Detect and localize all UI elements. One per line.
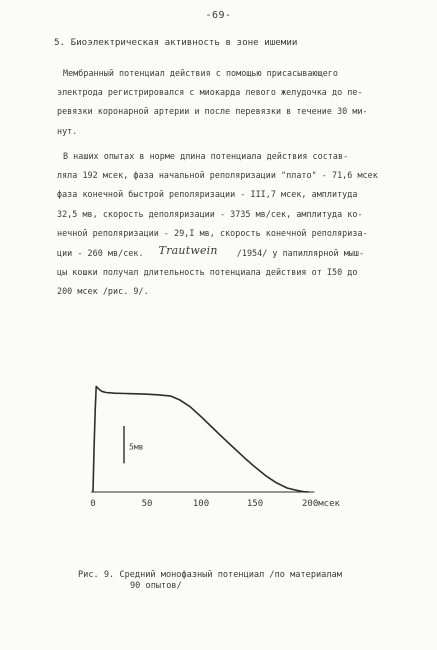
x-tick-label: 0 — [90, 499, 96, 509]
action-potential-chart — [0, 320, 437, 520]
x-tick-label: 50 — [141, 499, 153, 509]
x-tick-label: 100 — [192, 499, 210, 509]
caption-line: 90 опытов/ — [130, 581, 182, 591]
text-line: фаза конечной быстрой реполяризации - III,7 мсек, амплитуда — [57, 189, 358, 200]
text-line: ревязки коронарной артерии и после перевязки в течение 30 ми- — [57, 106, 368, 117]
x-tick-label: 200мсек — [302, 499, 340, 509]
text-fragment: /1954/ у папиллярной мыш- — [236, 248, 365, 259]
figure-caption — [78, 570, 342, 592]
text-line: электрода регистрировался с миокарда левого желудочка до пе- — [57, 87, 363, 98]
paragraph-membrane-potential — [57, 64, 397, 141]
figure-9 — [0, 320, 437, 520]
page-number: -69- — [205, 10, 232, 21]
scale-bar-label: 5мв — [129, 442, 144, 452]
text-line: цы кошки получал длительность потенциала действия от I50 до — [57, 267, 358, 278]
text-line: Мембранный потенциал действия с помощью присасывающего — [63, 68, 338, 78]
text-line: 200 мсек /рис. 9/. — [57, 286, 149, 297]
x-tick-label: 150 — [246, 499, 264, 509]
handwritten-author-name: Trautwein — [158, 244, 218, 258]
text-line: В наших опытах в норме длина потенциала действия состав- — [63, 151, 349, 161]
text-line — [57, 243, 397, 263]
text-fragment: ции - 260 мв/сек. — [57, 248, 144, 259]
text-line: 32,5 мв, скорость деполяризации - 3735 мв/сек, амплитуда ко- — [57, 208, 363, 219]
section-heading: 5. Биоэлектрическая активность в зоне ишемии — [54, 37, 298, 48]
paragraph-norm-results — [57, 147, 397, 302]
caption-line: Рис. 9. Средний монофазный потенциал /по материалам — [78, 570, 342, 580]
text-line: ляла 192 мсек, фаза начальной реполяризации "плато" - 71,6 мсек — [57, 170, 378, 181]
text-line: нечной реполяризации - 29,I мв, скорость конечной реполяриза- — [57, 227, 368, 238]
action-potential-curve — [93, 386, 309, 492]
text-line: нут. — [57, 125, 78, 136]
